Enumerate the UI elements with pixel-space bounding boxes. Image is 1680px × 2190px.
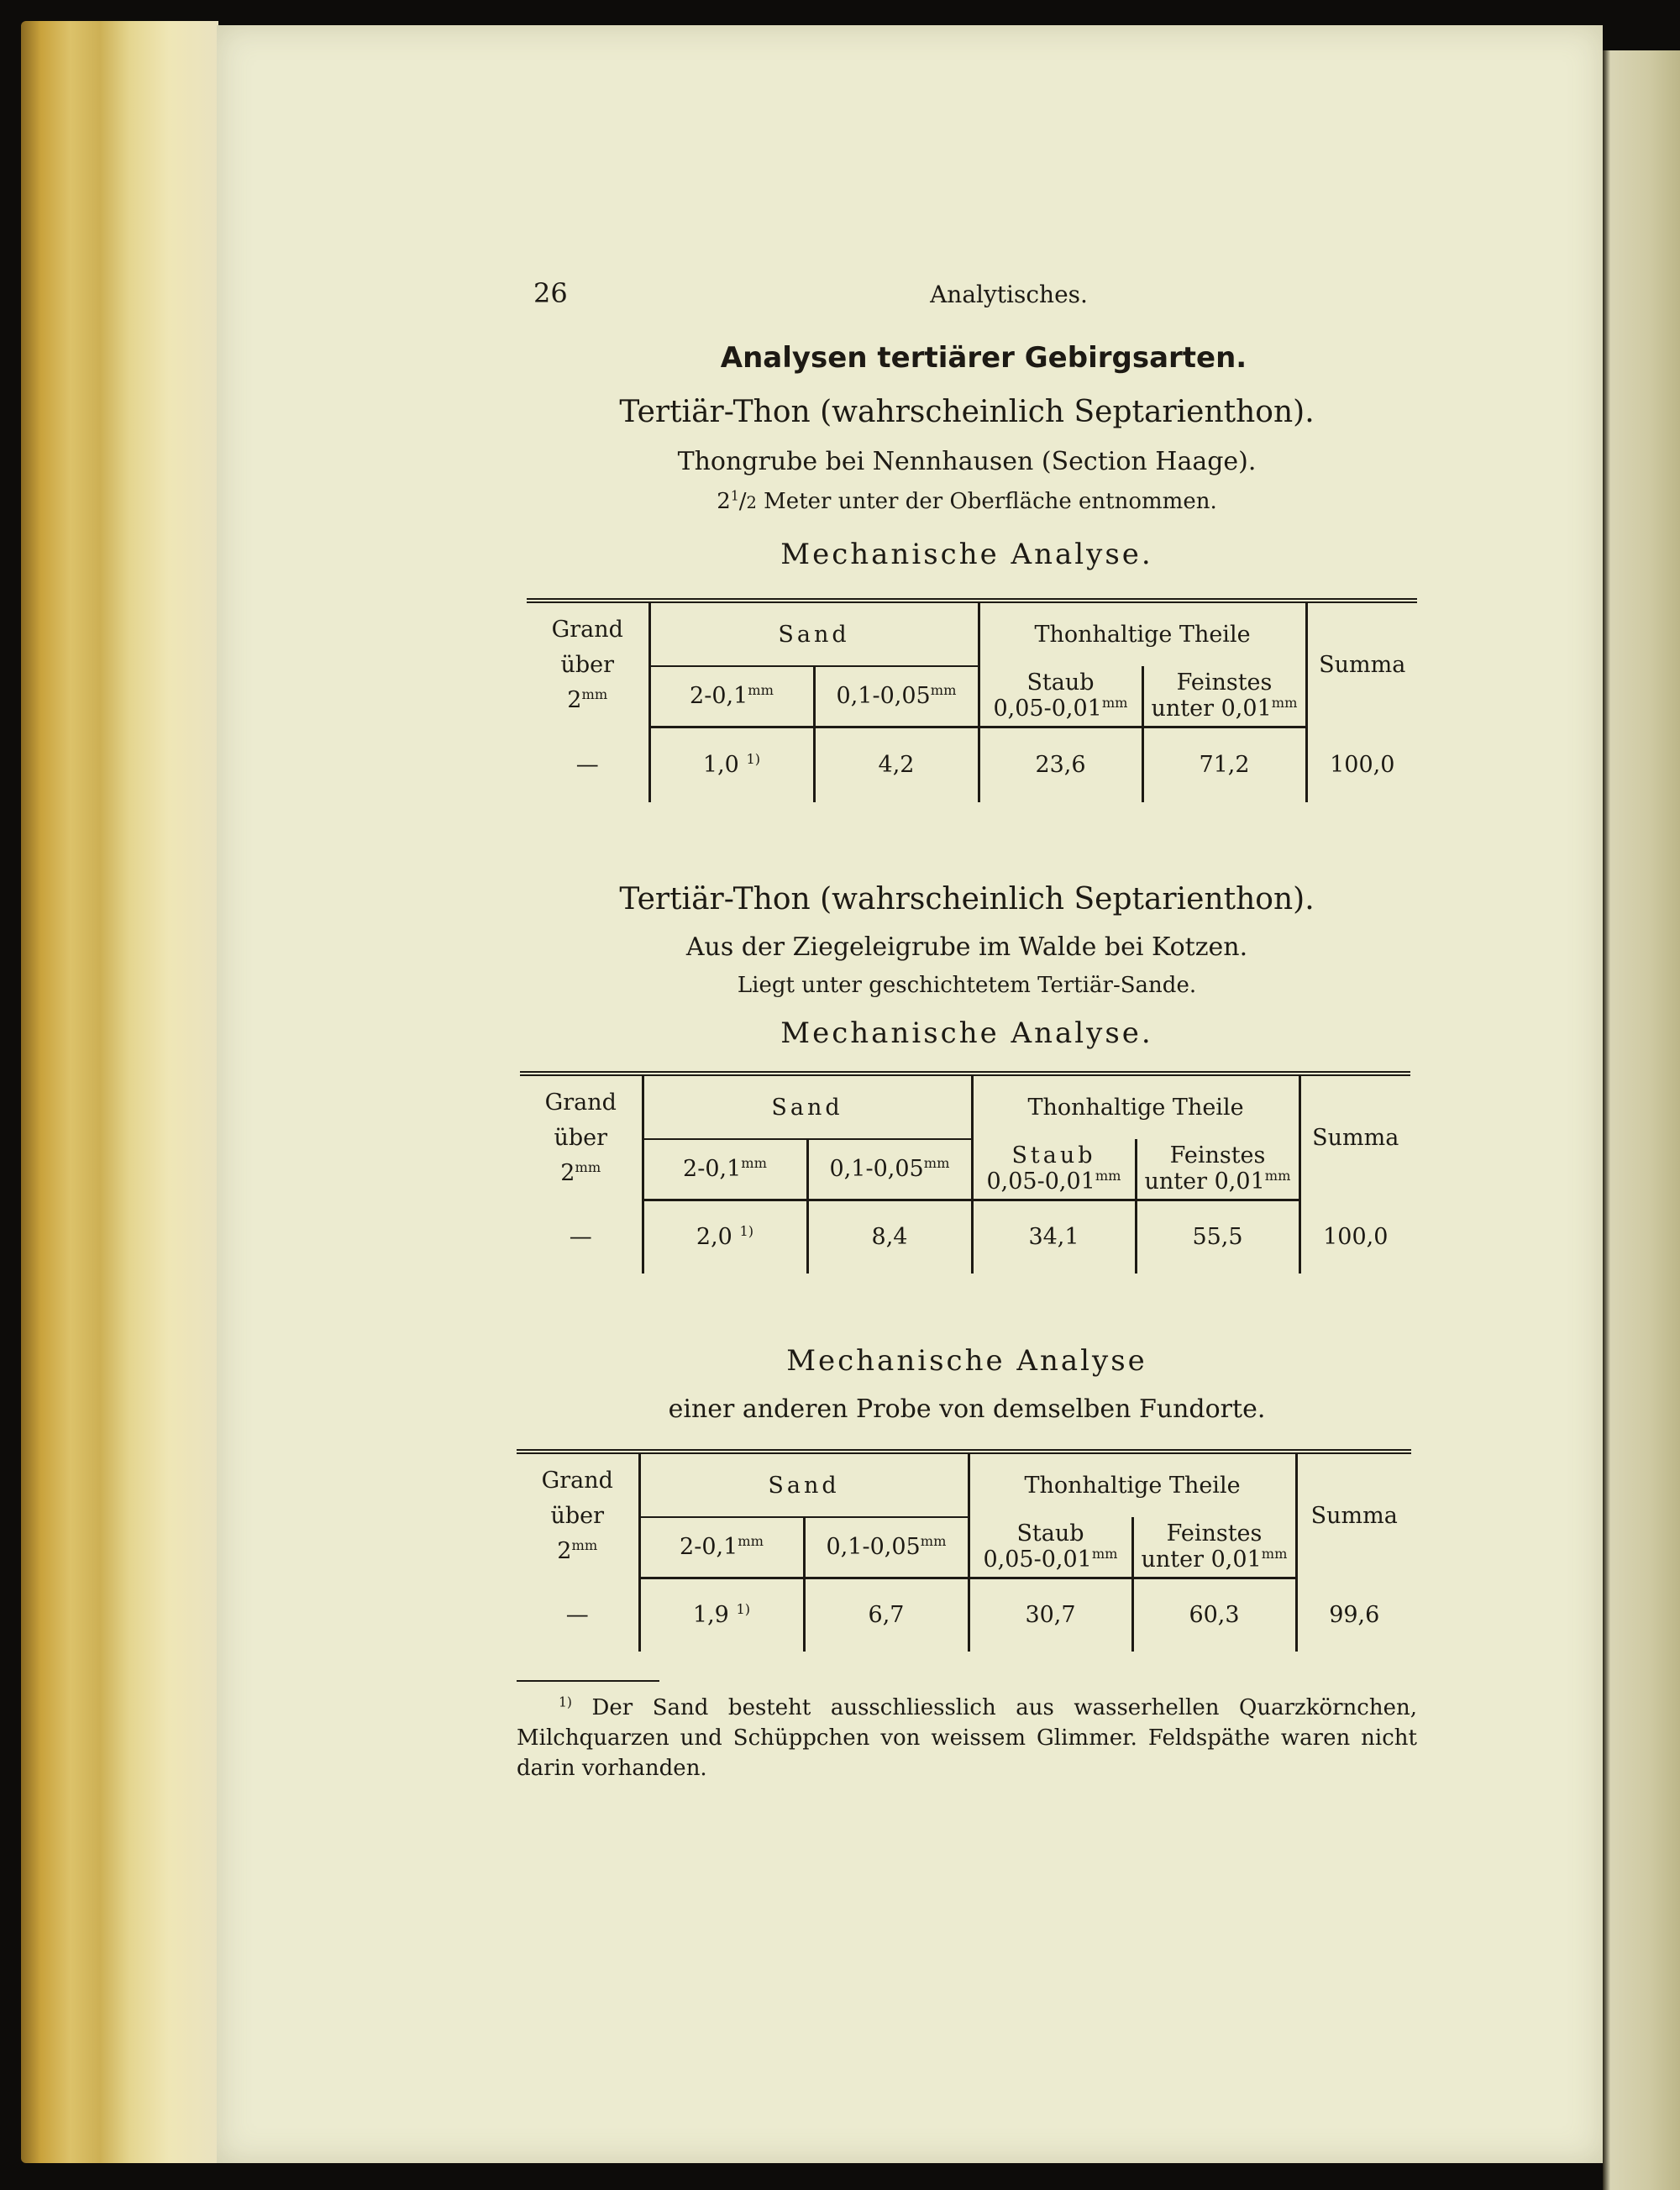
grand-label-2: über (560, 651, 615, 678)
section-3-analysis-title: Mechanische Analyse (786, 1344, 1147, 1378)
cell-sand-1 (639, 1578, 804, 1652)
col-grand (527, 601, 649, 727)
unit: mm (1095, 1168, 1121, 1184)
depth-whole: 2 (717, 489, 731, 514)
table-row (520, 1200, 1410, 1274)
cell-summa: 100,0 (1330, 751, 1395, 778)
col-feinstes (1132, 1517, 1296, 1578)
col-sand-2 (814, 666, 979, 727)
cell-sand-2: 6,7 (804, 1578, 969, 1652)
running-head (517, 277, 1417, 311)
unit: mm (748, 682, 774, 699)
grand-size: 2 (557, 1537, 572, 1564)
col-staub (969, 1517, 1132, 1578)
unit: mm (738, 1533, 764, 1550)
analysis-table-2 (520, 1071, 1410, 1274)
table-row (517, 1578, 1411, 1652)
col-staub (972, 1139, 1136, 1200)
cell-sand-2: 4,2 (814, 727, 979, 802)
col-sand: Sand (643, 1074, 972, 1139)
cell-grand: — (527, 727, 649, 802)
section-1-title: Tertiär-Thon (wahrscheinlich Septarienthon). (619, 395, 1315, 429)
grand-unit: mm (575, 1158, 601, 1175)
grand-unit: mm (581, 685, 608, 702)
staub-range: 0,05-0,01 (983, 1547, 1092, 1573)
section-3-subtitle: einer anderen Probe von demselben Fundorte. (668, 1394, 1266, 1424)
section-2-note: Liegt unter geschichtetem Tertiär-Sande. (737, 973, 1197, 998)
col-sand-1 (649, 666, 814, 727)
grand-label-2: über (550, 1502, 605, 1529)
grand-size: 2 (560, 1159, 575, 1186)
col-summa: Summa (1296, 1452, 1411, 1578)
cell-feinstes: 60,3 (1132, 1578, 1296, 1652)
footnote-rule (517, 1680, 659, 1682)
section-1-depth: $2^1/2$ Meter unter der Oberfläche entnommen. (717, 488, 1217, 514)
footnote-text: Der Sand besteht ausschliesslich aus wasserhellen Quarzkörnchen, Milchquarzen und Schüppchen von weissem Glimmer. Feldspäthe waren nicht darin vorhanden. (517, 1695, 1417, 1781)
cell-staub: 30,7 (969, 1578, 1132, 1652)
col-summa: Summa (1299, 1074, 1410, 1200)
main-title: Analysen tertiärer Gebirgsarten. (720, 341, 1247, 375)
grand-size: 2 (567, 686, 582, 713)
footnote (517, 1693, 1417, 1783)
col-staub (979, 666, 1142, 727)
staub-range: 0,05-0,01 (986, 1169, 1095, 1195)
depth-fraction-num: 1 (730, 488, 739, 504)
analysis-table-1 (527, 598, 1417, 802)
section-2-title: Tertiär-Thon (wahrscheinlich Septarienthon). (619, 882, 1315, 916)
feinstes-label: Feinstes (1169, 1142, 1266, 1169)
sand-range-1: 2-0,1 (683, 1156, 742, 1183)
col-thon: Thonhaltige Theile (979, 601, 1306, 666)
feinstes-range: unter 0,01 (1141, 1547, 1262, 1573)
staub-range: 0,05-0,01 (993, 696, 1102, 722)
sand-range-2: 0,1-0,05 (829, 1156, 924, 1183)
section-2-analysis-title: Mechanische Analyse. (780, 1016, 1153, 1050)
cell-staub: 34,1 (972, 1200, 1136, 1274)
col-grand (520, 1074, 643, 1200)
book-page-edges (21, 21, 218, 2163)
col-thon: Thonhaltige Theile (972, 1074, 1299, 1139)
col-feinstes (1136, 1139, 1299, 1200)
table-row (527, 727, 1417, 802)
cell-feinstes: 55,5 (1136, 1200, 1299, 1274)
unit: mm (1091, 1546, 1118, 1562)
col-sand-2 (807, 1139, 972, 1200)
col-sand-1 (639, 1517, 804, 1578)
cell-sand-1 (649, 727, 814, 802)
page-content (517, 269, 1417, 1831)
col-sand-1 (643, 1139, 807, 1200)
col-feinstes (1142, 666, 1306, 727)
depth-fraction-den: 2 (746, 493, 757, 512)
feinstes-range: unter 0,01 (1144, 1169, 1265, 1195)
analysis-table-3 (517, 1449, 1411, 1652)
cell-grand: — (517, 1578, 639, 1652)
footnote-mark: 1) (559, 1694, 573, 1710)
grand-label: Grand (541, 1467, 613, 1494)
unit: mm (920, 1533, 947, 1550)
footnote-ref: 1) (746, 751, 761, 768)
sand-range-1: 2-0,1 (690, 683, 748, 710)
unit: mm (1261, 1546, 1288, 1562)
col-sand-2 (804, 1517, 969, 1578)
footnote-ref: 1) (736, 1601, 751, 1618)
staub-label: Staub (1011, 1142, 1096, 1169)
feinstes-range: unter 0,01 (1151, 696, 1272, 722)
col-sand: Sand (639, 1452, 969, 1517)
facing-page-edge (1603, 50, 1680, 2190)
staub-label: Staub (1016, 1520, 1084, 1547)
grand-label: Grand (551, 616, 623, 643)
running-title: Analytisches. (930, 281, 1088, 308)
sand-range-2: 0,1-0,05 (826, 1534, 921, 1561)
unit: mm (923, 1155, 950, 1172)
section-1-analysis-title: Mechanische Analyse. (780, 538, 1153, 571)
cell-grand: — (520, 1200, 643, 1274)
grand-unit: mm (571, 1536, 598, 1553)
staub-label: Staub (1026, 670, 1095, 696)
feinstes-label: Feinstes (1176, 670, 1273, 696)
feinstes-label: Feinstes (1166, 1520, 1263, 1547)
unit: mm (1101, 695, 1128, 712)
section-2-location: Aus der Ziegeleigrube im Walde bei Kotzen. (685, 932, 1248, 962)
unit: mm (930, 682, 957, 699)
value: 1,0 (702, 752, 739, 779)
grand-label-2: über (554, 1124, 608, 1151)
unit: mm (1271, 695, 1298, 712)
col-grand (517, 1452, 639, 1578)
sand-range-1: 2-0,1 (680, 1534, 738, 1561)
footnote-ref: 1) (739, 1223, 754, 1240)
col-sand: Sand (649, 601, 979, 666)
value: 2,0 (696, 1224, 732, 1251)
value: 1,9 (692, 1602, 729, 1629)
cell-staub: 23,6 (979, 727, 1142, 802)
page-number: 26 (533, 277, 568, 309)
cell-sand-1 (643, 1200, 807, 1274)
cell-summa: 100,0 (1323, 1223, 1389, 1250)
cell-summa: 99,6 (1329, 1601, 1380, 1628)
cell-sand-2: 8,4 (807, 1200, 972, 1274)
cell-feinstes: 71,2 (1142, 727, 1306, 802)
col-thon: Thonhaltige Theile (969, 1452, 1296, 1517)
unit: mm (1264, 1168, 1291, 1184)
sand-range-2: 0,1-0,05 (836, 683, 931, 710)
depth-rest: Meter unter der Oberfläche entnommen. (756, 489, 1217, 514)
section-1-location: Thongrube bei Nennhausen (Section Haage). (677, 447, 1257, 476)
grand-label: Grand (544, 1089, 617, 1116)
unit: mm (741, 1155, 767, 1172)
col-summa: Summa (1306, 601, 1417, 727)
